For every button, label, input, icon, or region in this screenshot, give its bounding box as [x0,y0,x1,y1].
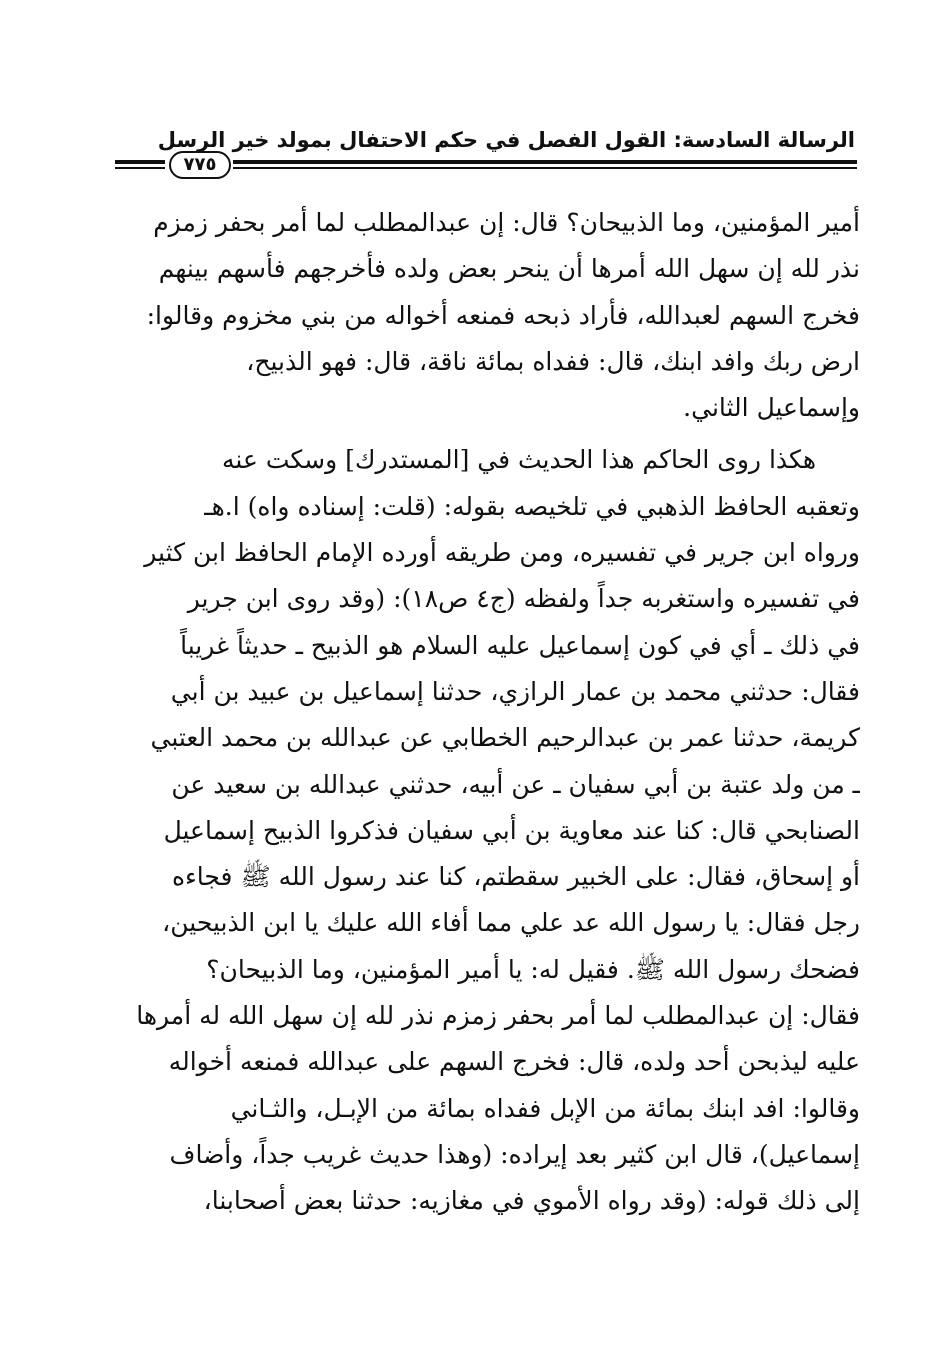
text-line: ورواه ابن جرير في تفسيره، ومن طريقه أورده الإمام الحافظ ابن كثير [144,538,860,568]
text-line: وإسماعيل الثاني. [683,393,860,423]
header-rule-right [233,160,857,169]
text-line: في ذلك ـ أي في كون إسماعيل عليه السلام هو الذبيح ـ حديثاً غريباً [180,630,860,660]
text-line: وقالوا: افد ابنك بمائة من الإبل ففداه بمائة من الإبـل، والثـاني [230,1093,860,1123]
text-line: الصنابحي قال: كنا عند معاوية بن أبي سفيان فذكروا الذبيح إسماعيل [163,815,860,845]
text-line: ارض ربك وافد ابنك، قال: ففداه بمائة ناقة، قال: فهو الذبيح، [246,346,860,376]
text-line: أمير المؤمنين، وما الذبيحان؟ قال: إن عبدالمطلب لما أمر بحفر زمزم [153,208,860,237]
text-line: فقال: إن عبدالمطلب لما أمر بحفر زمزم نذر لله إن سهل الله له أمرها [136,1001,860,1031]
text-line: إسماعيل)، قال ابن كثير بعد إيراده: (وهذا حديث غريب جداً، وأضاف [169,1139,860,1169]
text-line: نذر لله إن سهل الله أمرها أن ينحر بعض ولده فأخرجهم فأسهم بينهم [158,254,860,284]
text-line: رجل فقال: يا رسول الله عد علي مما أفاء الله عليك يا ابن الذبيحين، [162,908,860,938]
text-line: كريمة، حدثنا عمر بن عبدالرحيم الخطابي عن عبدالله بن محمد العتبي [150,723,860,753]
text-line: ـ من ولد عتبة بن أبي سفيان ـ عن أبيه، حدثني عبدالله بن سعيد عن [171,769,860,799]
text-line: أو إسحاق، فقال: على الخبير سقطتم، كنا عند رسول الله ﷺ فجاءه [171,862,860,892]
text-line: عليه ليذبحن أحد ولده، قال: فخرج السهم على عبدالله فمنعه أخواله [168,1047,860,1077]
text-line: فضحك رسول الله ﷺ. فقيل له: يا أمير المؤمنين، وما الذبيحان؟ [206,954,860,984]
text-line: وتعقبه الحافظ الذهبي في تلخيصه بقوله: (قلت: إسناده واه) ا.هـ [204,491,860,521]
text-line: فخرج السهم لعبدالله، فأراد ذبحه فمنعه أخواله من بني مخزوم وقالوا: [146,300,860,330]
text-line: فقال: حدثني محمد بن عمار الرازي، حدثنا إسماعيل بن عبيد بن أبي [170,676,860,706]
text-line: إلى ذلك قوله: (وقد رواه الأموي في مغازيه: حدثنا بعض أصحابنا، [203,1186,860,1216]
page-number: ٧٧٥ [169,151,231,179]
running-header-title: الرسالة السادسة: القول الفصل في حكم الاحتفال بمولد خير الرسل [157,128,855,152]
text-line: هكذا روى الحاكم هذا الحديث في [المستدرك] وسكت عنه [222,445,816,475]
header-rule [115,150,857,182]
text-line: في تفسيره واستغربه جداً ولفظه (ج٤ ص١٨): (وقد روى ابن جرير [187,584,860,614]
header-rule-left [115,160,165,169]
body-text [118,200,860,1225]
